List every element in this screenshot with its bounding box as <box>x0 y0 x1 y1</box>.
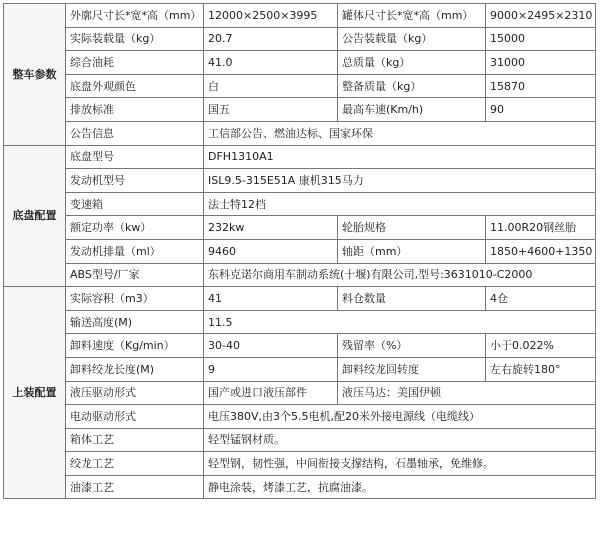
value-cell: 轻型钢，韧性强，中间衔接支撑结构，石墨轴承，免维修。 <box>204 452 596 476</box>
value-cell: 液压马达：美国伊顿 <box>338 381 596 405</box>
label-cell: 绞龙工艺 <box>66 452 204 476</box>
label-cell: 卸料绞龙回转度 <box>338 357 486 381</box>
value-cell: 国产或进口液压部件 <box>204 381 338 405</box>
table-row <box>4 27 596 51</box>
value-cell: 法士特12档 <box>204 192 596 216</box>
label-cell: 罐体尺寸长*宽*高（mm） <box>338 4 486 28</box>
spec-table <box>3 3 596 499</box>
value-cell: 30-40 <box>204 334 338 358</box>
label-cell: 实际装载量（kg） <box>66 27 204 51</box>
value-cell: 31000 <box>486 51 596 75</box>
value-cell: 41.0 <box>204 51 338 75</box>
value-cell: 国五 <box>204 98 338 122</box>
label-cell: 电动驱动形式 <box>66 405 204 429</box>
label-cell: 整备质量（kg） <box>338 74 486 98</box>
table-row <box>4 216 596 240</box>
value-cell: 9000×2495×2310 <box>486 4 596 28</box>
section-title: 上装配置 <box>4 287 66 499</box>
table-row <box>4 169 596 193</box>
value-cell: 左右旋转180° <box>486 357 596 381</box>
label-cell: 发动机排量（ml） <box>66 239 204 263</box>
value-cell: 工信部公告、燃油达标、国家环保 <box>204 121 596 145</box>
label-cell: 料仓数量 <box>338 287 486 311</box>
label-cell: 底盘外观颜色 <box>66 74 204 98</box>
section-title: 整车参数 <box>4 4 66 146</box>
label-cell: 输送高度(M) <box>66 310 204 334</box>
table-row <box>4 145 596 169</box>
table-row <box>4 98 596 122</box>
label-cell: 卸料速度（Kg/min） <box>66 334 204 358</box>
value-cell: 白 <box>204 74 338 98</box>
label-cell: 残留率（%） <box>338 334 486 358</box>
label-cell: 外廓尺寸长*宽*高（mm） <box>66 4 204 28</box>
label-cell: ABS型号/厂家 <box>66 263 204 287</box>
value-cell: 90 <box>486 98 596 122</box>
value-cell: 静电涂装，烤漆工艺，抗腐油漆。 <box>204 475 596 499</box>
table-row <box>4 4 596 28</box>
table-row <box>4 405 596 429</box>
label-cell: 轴距（mm） <box>338 239 486 263</box>
value-cell: 11.5 <box>204 310 596 334</box>
label-cell: 底盘型号 <box>66 145 204 169</box>
label-cell: 综合油耗 <box>66 51 204 75</box>
value-cell: ISL9.5-315E51A 康机315马力 <box>204 169 596 193</box>
value-cell: 东科克诺尔商用车制动系统(十堰)有限公司,型号:3631010-C2000 <box>204 263 596 287</box>
value-cell: 12000×2500×3995 <box>204 4 338 28</box>
label-cell: 实际容积（m3） <box>66 287 204 311</box>
label-cell: 公告装载量（kg） <box>338 27 486 51</box>
value-cell: 15870 <box>486 74 596 98</box>
table-row <box>4 381 596 405</box>
label-cell: 公告信息 <box>66 121 204 145</box>
table-row <box>4 263 596 287</box>
value-cell: 9460 <box>204 239 338 263</box>
table-row <box>4 192 596 216</box>
table-row <box>4 51 596 75</box>
label-cell: 最高车速(Km/h) <box>338 98 486 122</box>
label-cell: 箱体工艺 <box>66 428 204 452</box>
table-row <box>4 74 596 98</box>
value-cell: 20.7 <box>204 27 338 51</box>
label-cell: 油漆工艺 <box>66 475 204 499</box>
table-row <box>4 452 596 476</box>
table-row <box>4 310 596 334</box>
value-cell: 4仓 <box>486 287 596 311</box>
value-cell: 232kw <box>204 216 338 240</box>
table-row <box>4 334 596 358</box>
table-row <box>4 475 596 499</box>
label-cell: 液压驱动形式 <box>66 381 204 405</box>
table-row <box>4 121 596 145</box>
table-row <box>4 428 596 452</box>
table-row <box>4 287 596 311</box>
value-cell: 小于0.022% <box>486 334 596 358</box>
value-cell: 轻型锰钢材质。 <box>204 428 596 452</box>
value-cell: 1850+4600+1350 <box>486 239 596 263</box>
value-cell: 电压380V,由3个5.5电机,配20米外接电源线（电缆线） <box>204 405 596 429</box>
label-cell: 卸料绞龙长度(M) <box>66 357 204 381</box>
value-cell: 41 <box>204 287 338 311</box>
label-cell: 排放标准 <box>66 98 204 122</box>
label-cell: 轮胎规格 <box>338 216 486 240</box>
label-cell: 额定功率（kw） <box>66 216 204 240</box>
section-title: 底盘配置 <box>4 145 66 287</box>
label-cell: 总质量（kg） <box>338 51 486 75</box>
table-row <box>4 357 596 381</box>
value-cell: DFH1310A1 <box>204 145 596 169</box>
table-row <box>4 239 596 263</box>
value-cell: 11.00R20钢丝胎 <box>486 216 596 240</box>
label-cell: 发动机型号 <box>66 169 204 193</box>
label-cell: 变速箱 <box>66 192 204 216</box>
value-cell: 15000 <box>486 27 596 51</box>
value-cell: 9 <box>204 357 338 381</box>
